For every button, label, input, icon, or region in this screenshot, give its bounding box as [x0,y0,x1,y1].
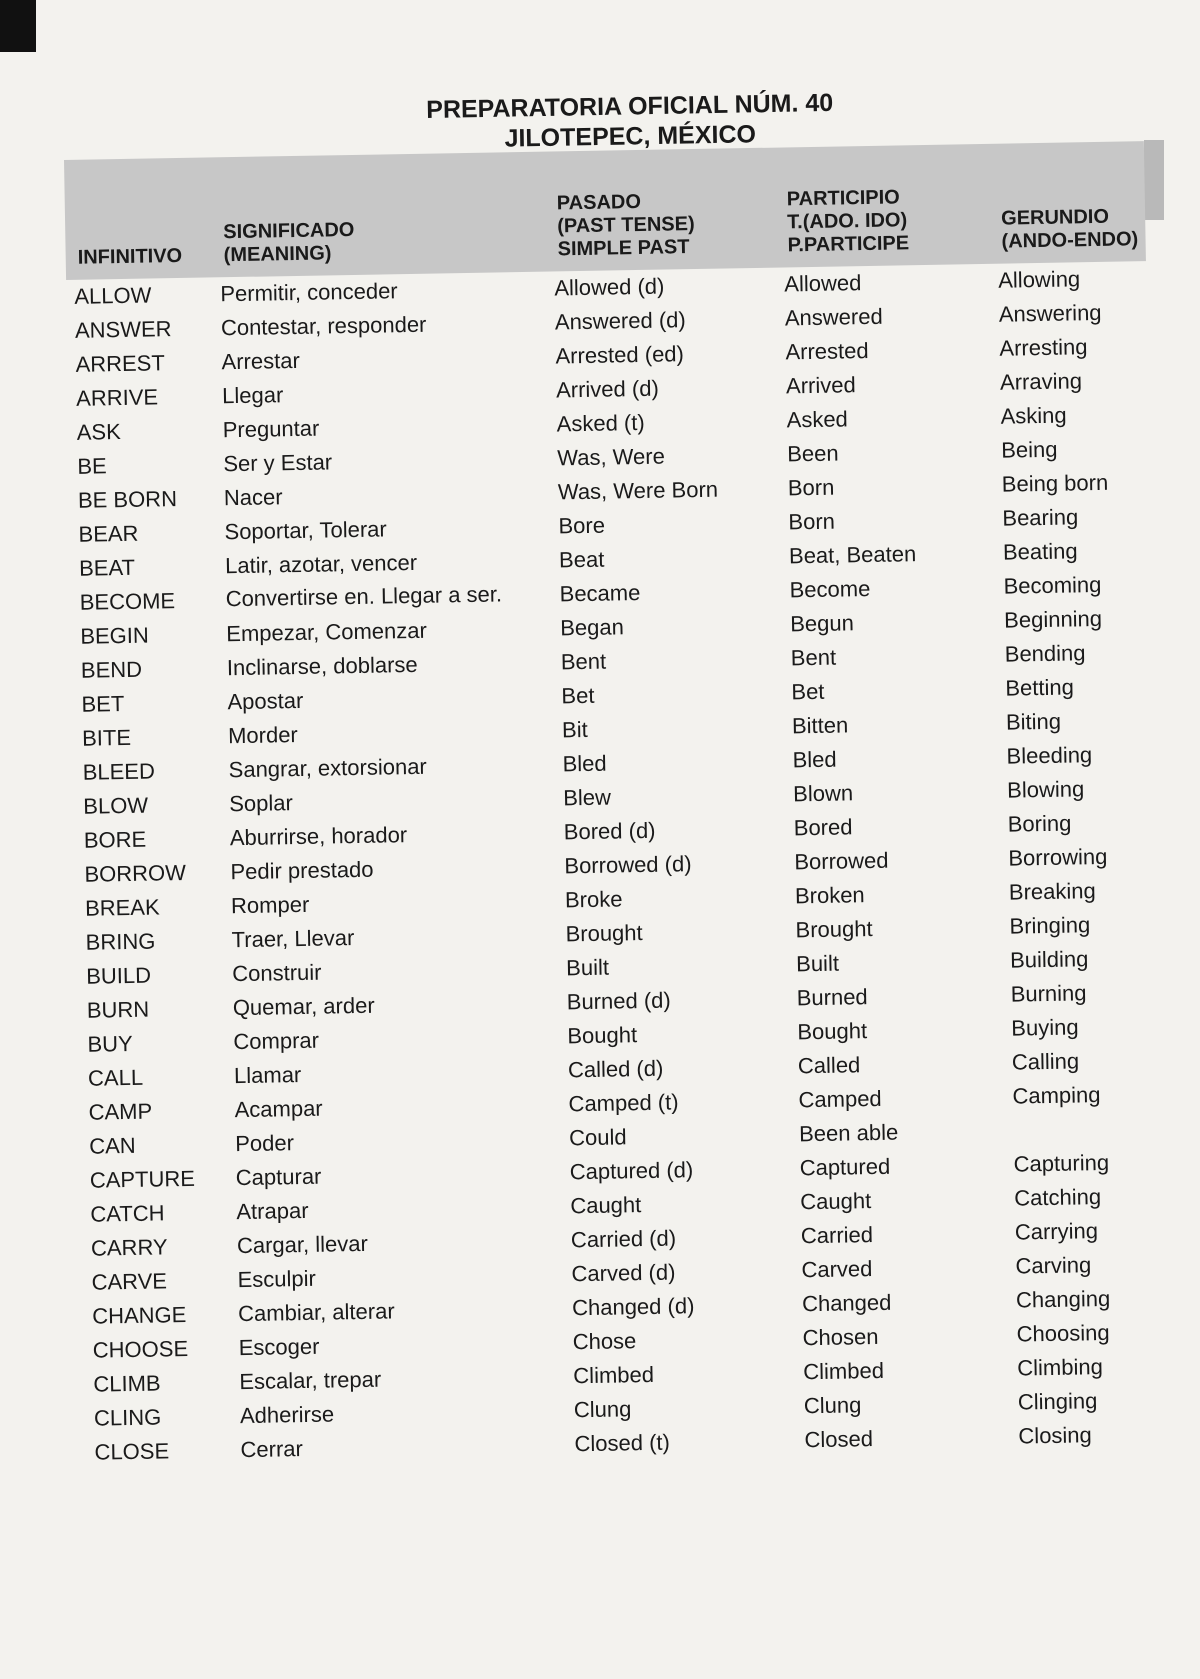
gerundio-cell: Catching [1014,1184,1102,1211]
pasado-cell: Closed (t) [574,1429,671,1457]
significado-cell: Pedir prestado [230,856,374,885]
participio-cell: Built [795,950,840,977]
header-pasado: PASADO (PAST TENSE) SIMPLE PAST [556,190,695,261]
infinitivo-cell: BORE [83,826,147,853]
gerundio-cell [1005,1111,1162,1148]
pasado-cell: Called (d) [567,1055,664,1083]
gerundio-cell: Capturing [1013,1149,1110,1177]
participio-cell: Borrowed [794,847,889,875]
significado-cell: Nacer [223,484,283,511]
participio-cell: Beat, Beaten [788,541,917,569]
infinitivo-cell: BURN [86,996,150,1023]
significado-cell: Acampar [234,1095,323,1123]
gerundio-cell: Closing [1018,1422,1092,1449]
participio-cell: Arrested [785,337,869,365]
infinitivo-cell: CAPTURE [89,1165,196,1193]
title-line-2: JILOTEPEC, MÉXICO [504,120,757,153]
significado-cell: Llegar [221,382,284,409]
gerundio-cell: Calling [1011,1048,1080,1075]
gerundio-cell: Arresting [999,334,1088,361]
significado-cell: Convertirse en. Llegar a ser. [225,581,503,612]
significado-cell: Esculpir [237,1265,317,1293]
pasado-cell: Bent [560,648,607,675]
participio-cell: Brought [795,916,873,943]
pasado-cell: Arrested (ed) [555,341,685,369]
infinitivo-cell: CHOOSE [92,1336,189,1363]
pasado-cell: Captured (d) [569,1157,694,1185]
participio-cell: Been [787,440,839,467]
pasado-cell: Borrowed (d) [564,851,692,879]
pasado-cell: Clung [573,1396,632,1423]
infinitivo-cell: CHANGE [91,1302,187,1329]
significado-cell: Atrapar [236,1197,309,1225]
significado-cell: Llamar [233,1062,302,1089]
pasado-cell: Was, Were Born [557,476,719,505]
significado-cell: Aburrirse, horador [229,822,408,851]
participio-cell: Captured [799,1153,891,1181]
title-line-1: PREPARATORIA OFICIAL NÚM. 40 [426,88,834,125]
significado-cell: Cargar, llevar [236,1230,369,1259]
header-gerundio: GERUNDIO (ANDO-ENDO) [1000,205,1139,253]
gerundio-cell: Boring [1007,810,1072,837]
infinitivo-cell: BECOME [79,588,176,615]
pasado-cell: Bit [561,716,588,743]
infinitivo-cell: BEAR [78,520,139,547]
pasado-cell: Arrived (d) [555,375,659,403]
infinitivo-cell: CAN [88,1132,136,1159]
significado-cell: Ser y Estar [223,449,333,477]
pasado-cell: Blew [562,784,612,811]
significado-cell: Quemar, arder [232,992,375,1021]
significado-cell: Cerrar [240,1436,304,1463]
significado-cell: Capturar [235,1163,322,1191]
header-infinitivo: INFINITIVO [77,244,183,269]
gerundio-cell: Clinging [1017,1388,1098,1415]
participio-cell: Camped [798,1085,882,1113]
gerundio-cell: Arraving [999,368,1083,395]
pasado-cell: Built [565,954,610,981]
significado-cell: Sangrar, extorsionar [228,753,427,783]
header-participio: PARTICIPIO T.(ADO. IDO) P.PARTICIPE [786,186,910,257]
gerundio-cell: Buying [1011,1014,1079,1041]
scan-corner-mark [0,0,36,52]
gerundio-cell: Beginning [1003,605,1103,633]
significado-cell: Poder [234,1130,295,1157]
significado-cell: Inclinarse, doblarse [226,651,418,681]
infinitivo-cell: BUY [87,1030,133,1057]
gerundio-cell: Beating [1002,538,1078,565]
gerundio-cell: Carrying [1014,1218,1099,1245]
significado-cell: Latir, azotar, vencer [224,549,418,579]
significado-cell: Morder [227,722,298,749]
gerundio-cell: Borrowing [1008,843,1108,871]
pasado-cell: Answered (d) [554,307,686,335]
gerundio-cell: Choosing [1016,1319,1110,1347]
significado-cell: Permitir, conceder [220,278,398,307]
significado-cell: Escalar, trepar [239,1366,382,1395]
infinitivo-cell: BRING [85,928,156,955]
gerundio-cell: Bringing [1009,912,1091,939]
participio-cell: Bored [793,814,853,841]
participio-cell: Carried [800,1222,874,1249]
significado-cell: Construir [232,959,322,987]
infinitivo-cell: BE BORN [77,486,178,513]
pasado-cell: Carved (d) [571,1259,676,1287]
infinitivo-cell: CLOSE [94,1438,170,1465]
participio-cell: Bought [797,1018,868,1045]
pasado-cell: Bought [567,1022,638,1049]
infinitivo-cell: BITE [81,724,132,751]
scan-side-mark [1144,140,1164,220]
pasado-cell: Bored (d) [563,817,656,845]
gerundio-cell: Being born [1001,469,1109,497]
significado-cell: Arrestar [221,347,301,375]
significado-cell: Empezar, Comenzar [226,617,428,647]
participio-cell: Closed [804,1426,874,1453]
pasado-cell: Beat [558,546,605,573]
participio-cell: Called [797,1052,861,1079]
infinitivo-cell: CLIMB [93,1370,161,1397]
gerundio-cell: Asking [1000,402,1067,429]
significado-cell: Escoger [238,1333,320,1361]
significado-cell: Apostar [227,687,304,715]
table-header [64,141,1146,280]
participio-cell: Begun [789,610,855,637]
pasado-cell: Carried (d) [570,1225,677,1253]
participio-cell: Bitten [791,712,849,739]
header-significado: SIGNIFICADO (MEANING) [223,218,355,267]
gerundio-cell: Building [1009,946,1089,973]
significado-cell: Contestar, responder [220,311,427,341]
gerundio-cell: Carving [1015,1252,1092,1279]
gerundio-cell: Allowing [998,266,1081,293]
infinitivo-cell: ANSWER [74,316,172,343]
pasado-cell: Could [568,1124,627,1151]
infinitivo-cell: BORROW [84,859,187,887]
infinitivo-cell: ARREST [75,350,166,377]
pasado-cell: Bet [561,682,595,709]
participio-cell: Broken [794,882,865,909]
infinitivo-cell: BEAT [78,554,136,581]
gerundio-cell: Climbing [1017,1354,1104,1381]
pasado-cell: Asked (t) [556,409,645,437]
participio-cell: Carved [801,1256,873,1283]
pasado-cell: Climbed [573,1361,655,1389]
participio-cell: Born [787,474,835,501]
pasado-cell: Caught [570,1192,642,1219]
pasado-cell: Changed (d) [571,1293,695,1321]
gerundio-cell: Answering [998,299,1102,327]
gerundio-cell: Bending [1004,640,1086,667]
pasado-cell: Brought [565,920,643,947]
infinitivo-cell: BEND [80,656,143,683]
gerundio-cell: Burning [1010,980,1087,1007]
gerundio-cell: Changing [1015,1285,1111,1313]
infinitivo-cell: BLOW [83,792,149,819]
participio-cell: Climbed [803,1357,885,1385]
infinitivo-cell: ARRIVE [75,384,159,411]
pasado-cell: Began [560,614,625,641]
infinitivo-cell: CATCH [90,1200,165,1227]
participio-cell: Bet [791,678,825,705]
pasado-cell: Bore [558,512,606,539]
pasado-cell: Camped (t) [568,1089,679,1117]
gerundio-cell: Biting [1005,708,1062,735]
infinitivo-cell: BE [77,453,107,479]
significado-cell: Romper [230,891,310,919]
pasado-cell: Bled [562,750,607,777]
pasado-cell: Broke [564,886,623,913]
significado-cell: Comprar [233,1027,320,1055]
infinitivo-cell: CARRY [90,1234,168,1261]
significado-cell: Preguntar [222,415,320,443]
table-body [66,261,1167,1470]
significado-cell: Cambiar, alterar [237,1298,395,1327]
participio-cell: Asked [786,406,849,433]
verb-table [64,141,1167,1470]
participio-cell: Answered [784,303,883,331]
participio-cell: Chosen [802,1323,879,1351]
infinitivo-cell: BUILD [86,962,152,989]
participio-cell: Blown [792,780,854,807]
significado-cell: Traer, Llevar [231,925,355,953]
significado-cell: Soplar [229,790,294,817]
participio-cell: Born [788,508,836,535]
infinitivo-cell: CARVE [91,1268,168,1295]
participio-cell: Bent [790,644,837,671]
pasado-cell: Was, Were [557,443,666,471]
infinitivo-cell: BLEED [82,758,156,785]
infinitivo-cell: CALL [87,1064,144,1091]
participio-cell: Bled [792,746,837,773]
infinitivo-cell: ALLOW [74,282,152,309]
pasado-cell: Allowed (d) [554,273,665,301]
pasado-cell: Chose [572,1328,637,1355]
pasado-cell: Became [559,580,641,607]
infinitivo-cell: CAMP [88,1098,153,1125]
significado-cell: Soportar, Tolerar [224,516,387,545]
participio-cell: Arrived [785,372,856,399]
infinitivo-cell: BEGIN [80,622,149,649]
participio-cell: Become [789,575,871,603]
participio-cell: Clung [803,1392,862,1419]
gerundio-cell: Being [1000,436,1058,463]
participio-cell: Been able [798,1119,899,1147]
infinitivo-cell: BREAK [84,894,160,921]
participio-cell: Allowed [784,270,862,297]
gerundio-cell: Breaking [1008,878,1096,905]
gerundio-cell: Camping [1012,1082,1101,1109]
gerundio-cell: Bearing [1002,504,1079,531]
gerundio-cell: Betting [1005,674,1075,701]
infinitivo-cell: CLING [93,1404,162,1431]
gerundio-cell: Blowing [1006,776,1085,803]
significado-cell: Adherirse [239,1401,335,1429]
infinitivo-cell: BET [81,691,125,717]
pasado-cell: Burned (d) [566,987,671,1015]
participio-cell: Changed [801,1289,892,1317]
participio-cell: Burned [796,984,868,1011]
participio-cell: Caught [800,1188,872,1215]
gerundio-cell: Becoming [1003,571,1102,599]
infinitivo-cell: ASK [76,419,121,445]
gerundio-cell: Bleeding [1006,742,1093,769]
